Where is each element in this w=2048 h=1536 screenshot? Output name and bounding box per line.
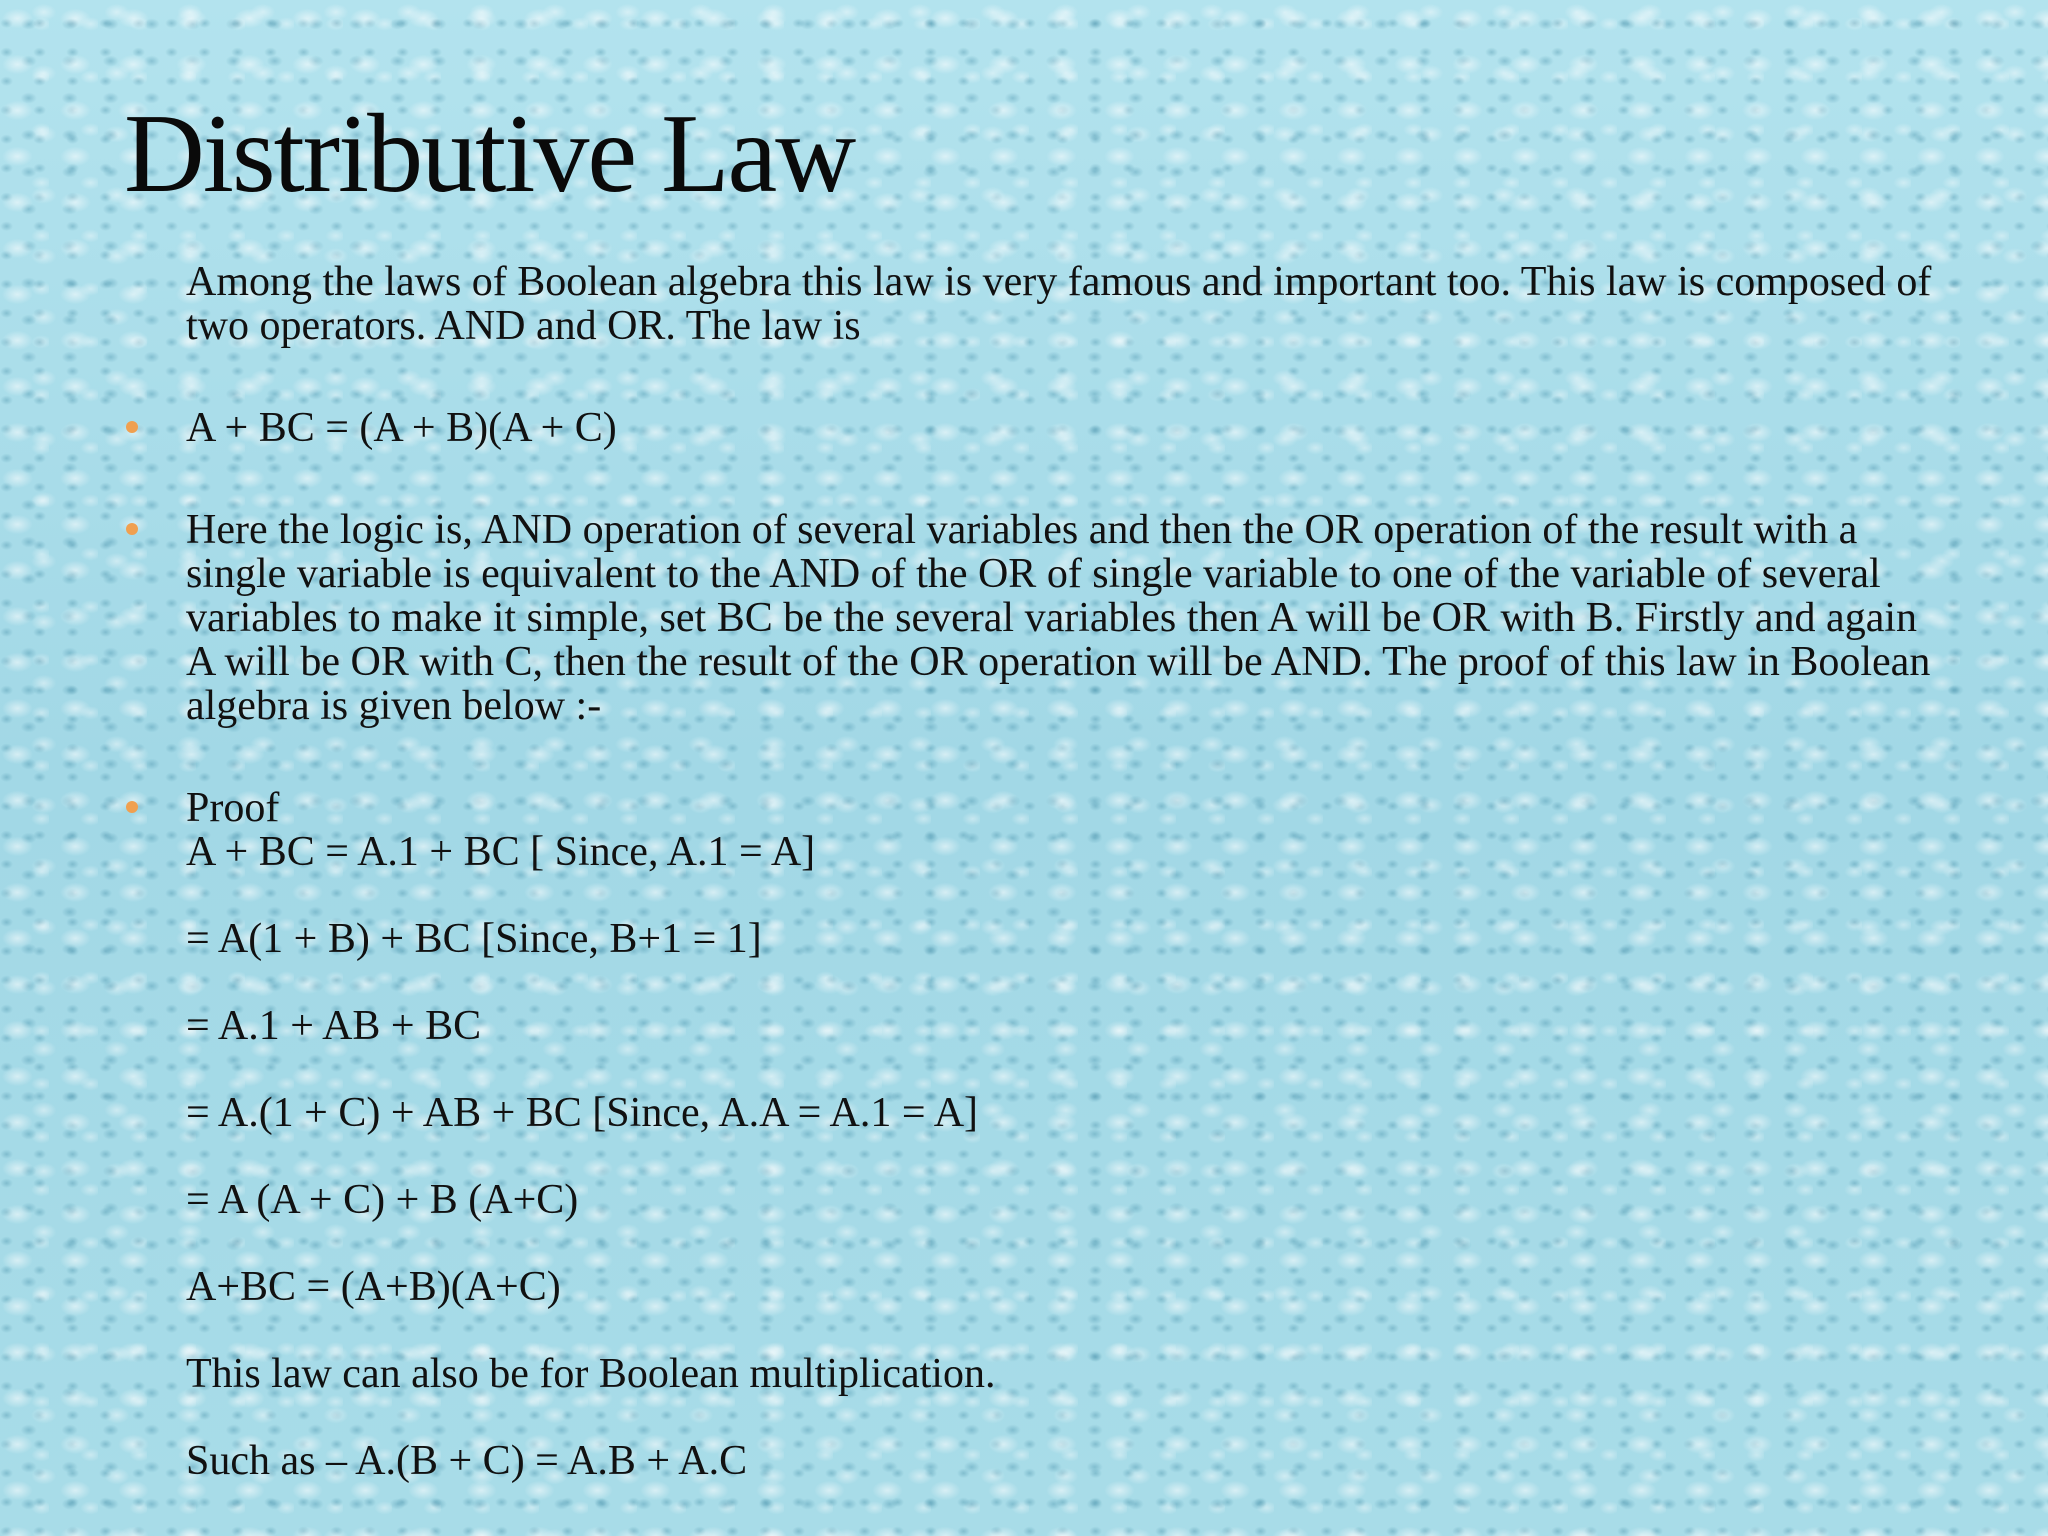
law-bullet — [124, 406, 1934, 450]
intro-text: Among the laws of Boolean algebra this law is very famous and important too. This law is composed of two operators. AND and OR. The law is — [186, 259, 1932, 349]
proof-step: A + BC = A.1 + BC [ Since, A.1 = A] — [186, 829, 816, 875]
multiplication-example: Such as – A.(B + C) = A.B + A.C — [186, 1438, 748, 1484]
proof-conclusion: A+BC = (A+B)(A+C) — [186, 1264, 561, 1310]
explanation-text: Here the logic is, AND operation of several variables and then the OR operation of the result with a single variable is equivalent to the AND of the OR of single variable to one of the variable of several variables to make it simple, set BC be the several variables then A will be OR with B. Firstly and again A will be OR with C, then the result of the OR operation will be AND. The proof of this law in Boolean algebra is given below :- — [186, 507, 1931, 729]
proof-step: = A (A + C) + B (A+C) — [186, 1177, 579, 1223]
intro-paragraph — [124, 260, 1934, 348]
bullet-dot-icon — [126, 421, 138, 433]
proof-step: = A.(1 + C) + AB + BC [Since, A.A = A.1 = A] — [186, 1090, 979, 1136]
bullet-dot-icon — [126, 801, 138, 813]
proof-heading: Proof — [186, 785, 280, 831]
multiplication-note: This law can also be for Boolean multiplication. — [186, 1351, 996, 1397]
bullet-dot-icon — [126, 523, 138, 535]
explanation-bullet — [124, 508, 1934, 728]
proof-step: = A.1 + AB + BC — [186, 1003, 482, 1049]
law-formula: A + BC = (A + B)(A + C) — [186, 405, 617, 451]
proof-step: = A(1 + B) + BC [Since, B+1 = 1] — [186, 916, 762, 962]
slide-title: Distributive Law — [124, 92, 855, 216]
proof-bullet — [124, 786, 1934, 1483]
slide-content — [124, 260, 1934, 1526]
